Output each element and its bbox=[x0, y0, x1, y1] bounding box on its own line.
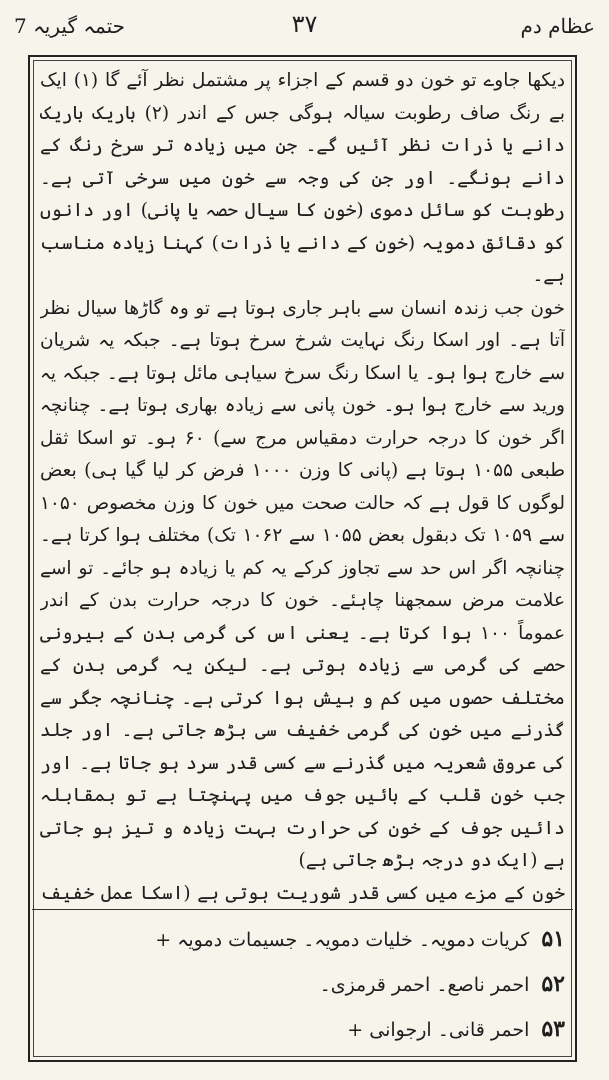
chapter-title: عظام دم bbox=[520, 14, 595, 38]
footnote bbox=[40, 1007, 565, 1052]
footnote-number: ۵۱ bbox=[541, 926, 565, 952]
page-header bbox=[0, 0, 609, 52]
page-frame bbox=[28, 55, 577, 1062]
footnote-text: کریات دمویہ۔ خلیات دمویہ۔ جسیمات دمویہ + bbox=[155, 929, 530, 951]
footnote-number: ۵۳ bbox=[541, 1016, 565, 1042]
footnote-divider bbox=[32, 909, 573, 910]
running-title: حتمہ گیریہ 7 bbox=[14, 14, 126, 38]
body-text bbox=[40, 65, 565, 903]
footnote bbox=[40, 917, 565, 962]
footnote-text: احمر قانی۔ ارجوانی + bbox=[347, 1019, 530, 1041]
footnote bbox=[40, 962, 565, 1007]
paragraph: دیکھا جاوے تو خون دو قسم کے اجزاء پر مشتمل نظر آئے گا (۱) ایک بے رنگ صاف رطوبت سیالہ ہوگی جس کے اندر (۲) باریک باریک دانے یا ذرات نظر آئیں گے۔ جن میں زیادہ تر سرخ رنگ کے دانے ہونگے۔ اور جن کی وجہ سے خون میں سرخی آتی ہے۔ رطوبت کو سائل دموی (خون کا سیال حصہ یا پانی) اور دانوں کو دقائق دمویہ (خون کے دانے یا ذرات) کہنا زیادہ مناسب ہے۔ bbox=[40, 70, 565, 286]
footnotes bbox=[40, 917, 565, 1052]
paragraph: خون کے مزے میں کسی قدر شوریت ہوتی ہے (اسکا عمل خفیف bbox=[40, 882, 565, 903]
paragraph: خون جب زندہ انسان سے باہر جاری ہوتا ہے تو وہ گاڑھا سیال نظر آتا ہے۔ اور اسکا رنگ نہایت شرخ سرخ ہوتا ہے۔ جبکہ یہ شریان سے خارج ہوا ہو۔ یا اسکا رنگ سرخ سیاہی مائل ہوتا ہے۔ جبکہ یہ ورید سے خارج ہوا ہو۔ خون پانی سے زیادہ بھاری ہوتا ہے۔ چنانچہ اگر خون کا درجہ حرارت دمقیاس مرج سے) ۶۰ ہو۔ تو اسکا ثقل طبعی ۱۰۵۵ ہوتا ہے (پانی کا وزن ۱۰۰۰ فرض کر لیا گیا ہی) بعض لوگوں کا قول ہے کہ حالت صحت میں خون کا وزن مخصوص ۱۰۵۰ سے ۱۰۵۹ تک دبقول بعض ۱۰۵۵ سے ۱۰۶۲ تک) مختلف ہوا کرتا ہے۔ چنانچہ اگر اس حد سے تجاوز کرکے یہ کم یا زیادہ ہو جائے۔ تو اسے علامت مرض سمجھنا چاہئے۔ خون کا درجہ حرارت بدن کے اندر عموماً ۱۰۰ ہوا کرتا ہے۔ یعنی اس کی گرمی بدن کے بیرونی حصے کی گرمی سے زیادہ ہوتی ہے۔ لیکن یہ گرمی بدن کے مختلف حصوں میں کم و بیش ہوا کرتی ہے۔ چنانچہ جگر سے گذرنے میں خون کی گرمی خفیف سی بڑھ جاتی ہے۔ اور جلد کی عروق شعریہ میں گذرنے سے کسی قدر سرد ہو جاتا ہے۔ اور جب خون قلب کے بائیں جوف میں پہنچتا ہے تو بمقابلہ دائیں جوف کے خون کی حرارت بہت زیادہ و تیز ہو جاتی ہے (ایک دو درجہ بڑھ جاتی ہے) bbox=[40, 297, 565, 871]
footnote-number: ۵۲ bbox=[541, 971, 565, 997]
page-number: ۳۷ bbox=[291, 10, 318, 38]
footnote-text: احمر ناصع۔ احمر قرمزی۔ bbox=[319, 974, 530, 996]
